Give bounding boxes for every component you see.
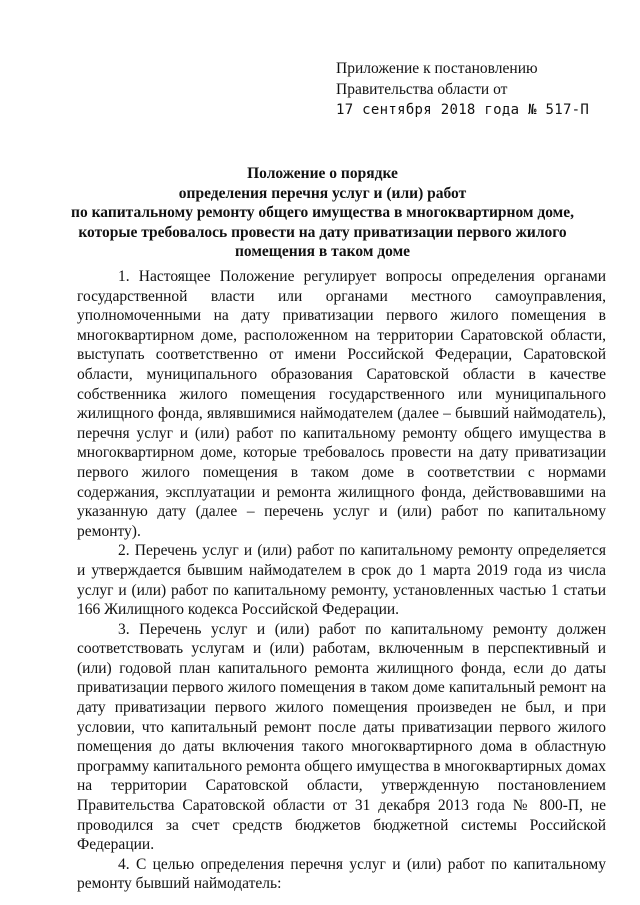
appendix-header	[336, 58, 589, 121]
appendix-line-1: Приложение к постановлению	[336, 60, 538, 77]
paragraph-3: 3. Перечень услуг и (или) работ по капитальному ремонту должен соответствовать услугам и (или) работам, включенным в перспективный и (или) годовой план капитального ремонта жилищного фонда, если до даты приватизации первого жилого помещения в таком доме капитальный ремонт на дату приватизации первого жилого помещения произведен не был, и при условии, что капитальный ремонт после даты приватизации первого жилого помещения до даты включения такого многоквартирного дома в областную программу капитального ремонта общего имущества в многоквартирных домах на территории Саратовской области, утвержденную постановлением Правительства Саратовской области от 31 декабря 2013 года № 800-П, не проводился за счет средств бюджетов бюджетной системы Российской Федерации.	[77, 620, 606, 854]
title-line-5: помещения в таком доме	[234, 243, 411, 260]
paragraph-4: 4. С целью определения перечня услуг и (или) работ по капитальному ремонту бывший наймодатель:	[77, 855, 606, 893]
document-body	[77, 267, 606, 894]
document-title	[60, 164, 585, 262]
paragraph-1: 1. Настоящее Положение регулирует вопросы определения органами государственной власти или органами местного самоуправления, уполномоченными на дату приватизации первого жилого помещения в многоквартирном доме, расположенном на территории Саратовской области, выступать соответственно от имени Российской Федерации, Саратовской области, муниципального образования Саратовской области в качестве собственника жилого помещения государственного или муниципального жилищного фонда, являвшимися наймодателем (далее – бывший наймодатель), перечня услуг и (или) работ по капитальному ремонту общего имущества в многоквартирном доме, которые требовалось провести на дату приватизации первого жилого помещения в таком доме в соответствии с нормами содержания, эксплуатации и ремонта жилищного фонда, действовавшими на указанную дату (далее – перечень услуг и (или) работ по капитальному ремонту).	[77, 268, 606, 540]
appendix-date-number: 17 сентября 2018 года № 517-П	[336, 102, 590, 118]
paragraph-2: 2. Перечень услуг и (или) работ по капитальному ремонту определяется и утверждается бывшим наймодателем в срок до 1 марта 2019 года из числа услуг и (или) работ по капитальному ремонту, установленных частью 1 статьи 166 Жилищного кодекса Российской Федерации.	[77, 542, 606, 619]
title-line-2: определения перечня услуг и (или) работ	[178, 184, 467, 202]
title-line-1: Положение о порядке	[247, 165, 398, 182]
title-line-4: которые требовалось провести на дату приватизации первого жилого	[78, 223, 567, 241]
title-line-3: по капитальному ремонту общего имущества в многоквартирном доме,	[71, 204, 574, 221]
appendix-line-2: Правительства области от	[336, 81, 508, 98]
